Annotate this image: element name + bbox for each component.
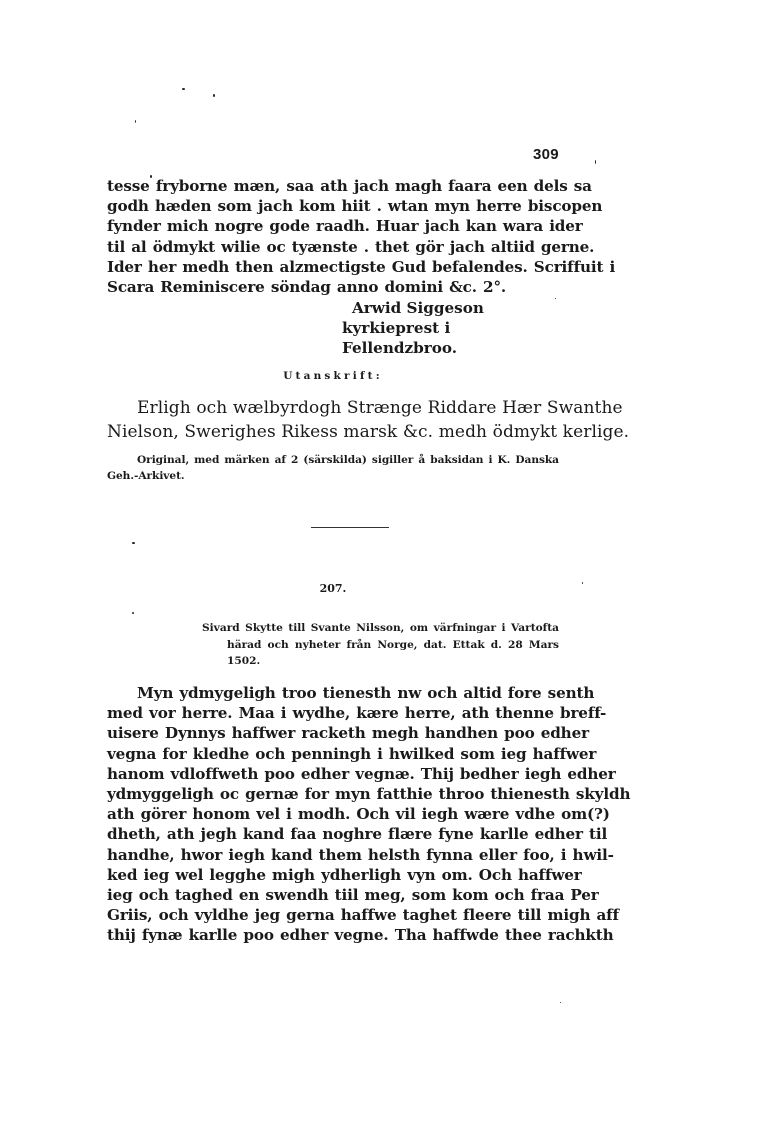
text-line: Griis, och vyldhe jeg gerna haffwe taghet fleere till migh aff	[107, 906, 619, 925]
page-number: 309	[533, 146, 559, 163]
letter-continuation	[107, 176, 616, 297]
source-note	[107, 452, 559, 484]
text-line: fynder mich nogre gode raadh. Huar jach kan wara ider	[107, 217, 583, 236]
text-line: Ider her medh then alzmectigste Gud befalendes. Scriffuit i	[107, 257, 616, 276]
text-line: tesse fryborne mæn, saa ath jach magh faara een dels sa	[107, 177, 592, 195]
address-heading: Utanskrift:	[283, 370, 383, 382]
text-line: Sivard Skytte till Svante Nilsson, om värfningar i Vartofta	[202, 622, 559, 634]
text-line: Myn ydmygeligh troo tienesth nw och altid fore senth	[137, 684, 595, 702]
text-line: thij fynæ karlle poo edher vegne. Tha haffwde thee rachkth	[107, 926, 614, 945]
document-summary	[202, 620, 559, 670]
text-line: vegna for kledhe och penningh i hwilked som ieg haffwer	[107, 744, 597, 763]
text-line: ydmyggeligh oc gernæ for myn fatthie throo thienesth skyldh	[107, 785, 631, 804]
text-line: hanom vdloffweth poo edher vegnæ. Thij bedher iegh edher	[107, 764, 616, 783]
text-line: ked ieg wel legghe migh ydherligh vyn om. Och haffwer	[107, 865, 582, 884]
text-line: til al ödmykt wilie oc tyænste . thet gör jach altiid gerne.	[107, 237, 595, 256]
text-line: handhe, hwor iegh kand them helsth fynna eller foo, i hwil-	[107, 845, 614, 864]
section-divider	[311, 527, 389, 528]
text-line: uisere Dynnys haffwer racketh megh handhen poo edher	[107, 724, 589, 743]
text-line: dheth, ath jegh kand faa noghre flære fyne karlle edher til	[107, 825, 608, 844]
document-number: 207.	[319, 582, 347, 595]
letter-body	[107, 683, 631, 946]
text-line: 1502.	[227, 655, 261, 667]
address-text	[107, 396, 630, 444]
text-line: ieg och taghed en swendh tiil meg, som kom och fraa Per	[107, 886, 599, 905]
text-line: godh hæden som jach kom hiit . wtan myn herre biscopen	[107, 197, 603, 216]
text-line: med vor herre. Maa i wydhe, kære herre, ath thenne breff-	[107, 704, 607, 723]
signature	[107, 298, 559, 358]
text-line: Original, med märken af 2 (särskilda) sigiller å baksidan i K. Danska	[137, 454, 559, 466]
text-line: Erligh och wælbyrdogh Strænge Riddare Hær Swanthe	[137, 398, 623, 418]
text-line: ath görer honom vel i modh. Och vil iegh wære vdhe om(?)	[107, 805, 610, 824]
signature-title: kyrkieprest i Fellendzbroo.	[342, 319, 458, 357]
text-line: härad och nyheter från Norge, dat. Ettak d. 28 Mars	[227, 638, 559, 651]
text-line: Nielson, Swerighes Rikess marsk &c. medh ödmykt kerlige.	[107, 422, 630, 442]
text-line: Geh.-Arkivet.	[107, 470, 185, 482]
text-line: Scara Reminiscere söndag anno domini &c. 2°.	[107, 278, 507, 297]
signature-name: Arwid Siggeson	[352, 299, 484, 317]
